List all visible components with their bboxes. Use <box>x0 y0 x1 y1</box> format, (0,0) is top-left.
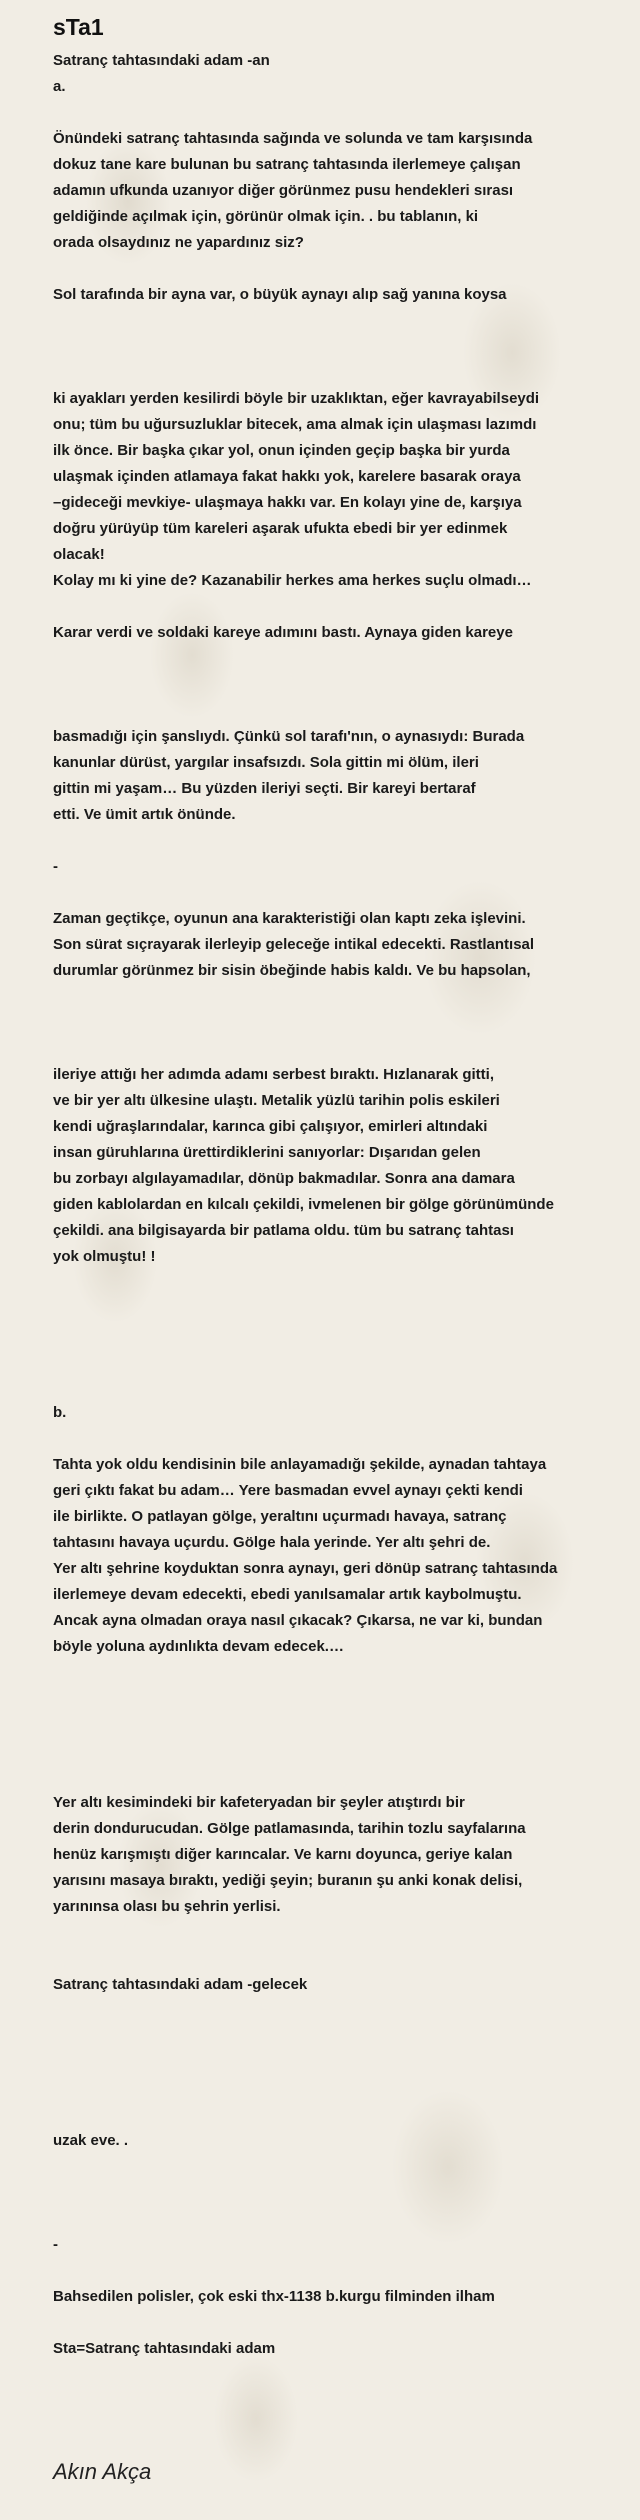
poem-line: etti. Ve ümit artık önünde. <box>53 806 236 823</box>
poem-line: - <box>53 2236 58 2253</box>
poem-line: çekildi. ana bilgisayarda bir patlama oldu. tüm bu satranç tahtası <box>53 1222 514 1239</box>
poem-line: Karar verdi ve soldaki kareye adımını bastı. Aynaya giden kareye <box>53 624 513 641</box>
poem-title: sTa1 <box>53 14 104 40</box>
poem-line: ve bir yer altı ülkesine ulaştı. Metalik yüzlü tarihin polis eskileri <box>53 1092 500 1109</box>
poem-line: - <box>53 858 58 875</box>
author-signature: Akın Akça <box>53 2459 152 2484</box>
poem-line: giden kablolardan en kılcalı çekildi, ivmelenen bir gölge görünümünde <box>53 1196 554 1213</box>
poem-line: yarınınsa olası bu şehrin yerlisi. <box>53 1898 281 1915</box>
poem-line: basmadığı için şanslıydı. Çünkü sol tarafı'nın, o aynasıydı: Burada <box>53 728 525 745</box>
poem-line: geldiğinde açılmak için, görünür olmak için. . bu tablanın, ki <box>53 208 479 225</box>
poem-line: ile birlikte. O patlayan gölge, yeraltını uçurmadı havaya, satranç <box>53 1508 507 1525</box>
poem-line: yok olmuştu! ! <box>53 1248 156 1265</box>
poem-line: Yer altı şehrine koyduktan sonra aynayı, geri dönüp satranç tahtasında <box>53 1560 558 1577</box>
poem-line: ulaşmak içinden atlamaya fakat hakkı yok, karelere basarak oraya <box>53 468 521 485</box>
poem-line: dokuz tane kare bulunan bu satranç tahtasında ilerlemeye çalışan <box>53 156 521 173</box>
poem-line: Son sürat sıçrayarak ilerleyip geleceğe intikal edecekti. Rastlantısal <box>53 936 535 953</box>
poem-line: ilerlemeye devam edecekti, ebedi yanılsamalar artık kaybolmuştu. <box>53 1586 522 1603</box>
poem-line: geri çıktı fakat bu adam… Yere basmadan evvel aynayı çekti kendi <box>53 1482 523 1499</box>
poem-line: onu; tüm bu uğursuzluklar bitecek, ama almak için ulaşması lazımdı <box>53 416 537 433</box>
poem-line: kanunlar dürüst, yargılar insafsızdı. Sola gittin mi ölüm, ileri <box>53 754 479 771</box>
poem-line: ilk önce. Bir başka çıkar yol, onun içinden geçip başka bir yurda <box>53 442 510 459</box>
poem-line: doğru yürüyüp tüm kareleri aşarak ufukta ebedi bir yer edinmek <box>53 520 508 537</box>
poem-line: ileriye attığı her adımda adamı serbest bıraktı. Hızlanarak gitti, <box>53 1066 494 1083</box>
poem-line: Zaman geçtikçe, oyunun ana karakteristiği olan kaptı zeka işlevini. <box>53 910 526 927</box>
poem-line: durumlar görünmez bir sisin öbeğinde habis kaldı. Ve bu hapsolan, <box>53 962 531 979</box>
poem-line: yarısını masaya bıraktı, yediği şeyin; buranın şu anki konak delisi, <box>53 1872 523 1889</box>
poem-line: orada olsaydınız ne yapardınız siz? <box>53 234 304 251</box>
poem-line: Önündeki satranç tahtasında sağında ve solunda ve tam karşısında <box>53 130 533 147</box>
poem-line: derin dondurucudan. Gölge patlamasında, tarihin tozlu sayfalarına <box>53 1820 526 1837</box>
poem-line: –gideceği mevkiye- ulaşmaya hakkı var. En kolayı yine de, karşıya <box>53 494 522 511</box>
poem-line: Satranç tahtasındaki adam -gelecek <box>53 1976 308 1993</box>
poem-line: kendi uğraşlarındalar, karınca gibi çalışıyor, emirleri altındaki <box>53 1118 488 1135</box>
poem-line: Sta=Satranç tahtasındaki adam <box>53 2340 276 2357</box>
poem-line: Kolay mı ki yine de? Kazanabilir herkes ama herkes suçlu olmadı… <box>53 572 532 589</box>
poem-line: ki ayakları yerden kesilirdi böyle bir uzaklıktan, eğer kavrayabilseydi <box>53 390 540 407</box>
poem-line: Ancak ayna olmadan oraya nasıl çıkacak? Çıkarsa, ne var ki, bundan <box>53 1612 543 1629</box>
poem-line: Sol tarafında bir ayna var, o büyük aynayı alıp sağ yanına koysa <box>53 286 507 303</box>
poem-line: Bahsedilen polisler, çok eski thx-1138 b.kurgu filminden ilham <box>53 2288 495 2305</box>
poem-line: uzak eve. . <box>53 2132 129 2149</box>
poem-line: gittin mi yaşam… Bu yüzden ileriyi seçti. Bir kareyi bertaraf <box>53 780 476 797</box>
poem-line: bu zorbayı algılayamadılar, dönüp bakmadılar. Sonra ana damara <box>53 1170 515 1187</box>
poem-line: insan güruhlarına ürettirdiklerini sanıyorlar: Dışarıdan gelen <box>53 1144 481 1161</box>
poem-line: Tahta yok oldu kendisinin bile anlayamadığı şekilde, aynadan tahtaya <box>53 1456 547 1473</box>
poem-line: henüz karışmıştı diğer karıncalar. Ve karnı doyunca, geriye kalan <box>53 1846 513 1863</box>
poem-line: olacak! <box>53 546 105 563</box>
poem-line: tahtasını havaya uçurdu. Gölge hala yerinde. Yer altı şehri de. <box>53 1534 491 1551</box>
poem-line: a. <box>53 78 66 95</box>
poem-line: adamın ufkunda uzanıyor diğer görünmez pusu hendekleri sırası <box>53 182 514 199</box>
poem-line: Yer altı kesimindeki bir kafeteryadan bir şeyler atıştırdı bir <box>53 1794 465 1811</box>
poem-line: böyle yoluna aydınlıkta devam edecek.… <box>53 1638 344 1655</box>
poem-line: Satranç tahtasındaki adam -an <box>53 52 270 69</box>
poem-line: b. <box>53 1404 67 1421</box>
